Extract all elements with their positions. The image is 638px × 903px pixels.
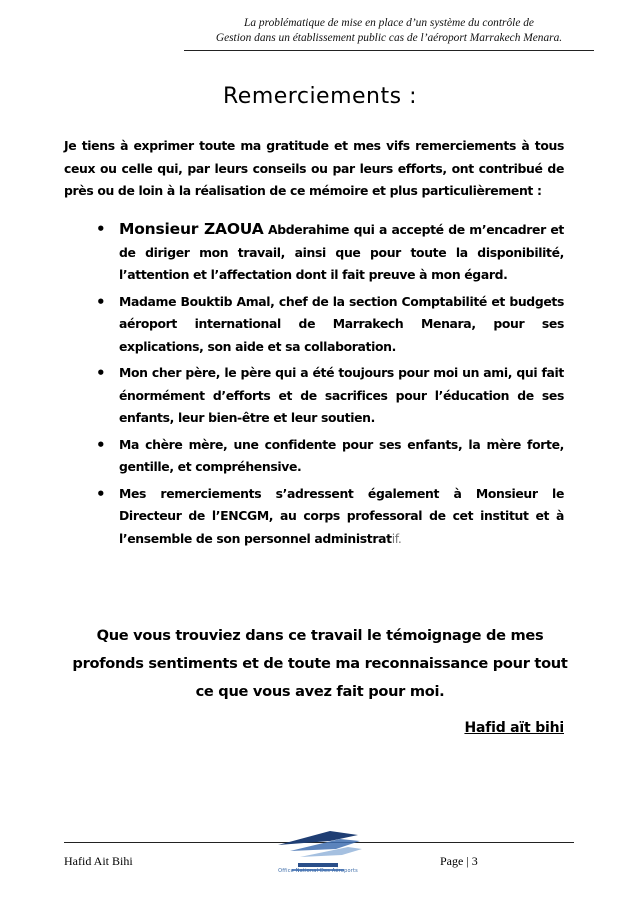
bullet-icon: • xyxy=(96,220,106,238)
header-line-2: Gestion dans un établissement public cas de l’aéroport Marrakech Menara. xyxy=(215,32,563,44)
bullet-icon: • xyxy=(96,484,106,503)
bullet-icon: • xyxy=(96,435,106,454)
ack-text: Ma chère mère, une confidente pour ses enfants, la mère forte, gentille, et compréhensive. xyxy=(119,436,564,474)
list-item xyxy=(96,434,564,479)
logo-caption: Office National Des Aéroports xyxy=(278,868,358,874)
list-item xyxy=(96,483,564,551)
page-title: Remerciements : xyxy=(222,84,417,109)
list-item xyxy=(96,291,564,359)
ack-text: Madame Bouktib Amal, chef de la section Comptabilité et budgets aéroport international de Marrakech Menara, pour ses explications, son aide et sa collaboration. xyxy=(119,293,564,354)
bullet-icon: • xyxy=(96,364,106,382)
signature: Hafid aït bihi xyxy=(464,720,564,736)
closing-paragraph: Que vous trouviez dans ce travail le témoignage de mes profonds sentiments et de toute ma reconnaissance pour tout ce que vous avez fait pour moi. xyxy=(72,627,568,700)
header-line-1: La problématique de mise en place d’un système du contrôle de xyxy=(244,17,534,29)
list-item xyxy=(96,218,564,287)
list-item xyxy=(96,362,564,430)
ack-lead: Monsieur ZAOUA xyxy=(119,220,264,238)
bullet-icon: • xyxy=(96,292,106,311)
running-header xyxy=(180,16,598,46)
ack-text: Abderahime qui a accepté de m’encadrer et de diriger mon travail, ainsi que pour toute la disponibilité, l’attention et l’affectation dont il fait preuve à mon égard. xyxy=(119,222,564,282)
airport-logo-icon xyxy=(270,823,366,883)
footer-page-number: Page | 3 xyxy=(440,854,478,868)
ack-tail: if. xyxy=(391,530,402,546)
ack-text: Mon cher père, le père qui a été toujours pour moi un ami, qui fait énormément d’efforts et de sacrifices pour l’éducation de ses enfants, leur bien-être et leur soutien. xyxy=(119,365,564,425)
intro-paragraph: Je tiens à exprimer toute ma gratitude et mes vifs remerciements à tous ceux ou celle qui, par leurs conseils ou par leurs efforts, ont contribué de près ou de loin à la réalisation de ce mémoire et plus particulièrement : xyxy=(64,138,564,198)
header-divider xyxy=(184,50,594,51)
ack-text: Mes remerciements s’adressent également à Monsieur le Directeur de l’ENCGM, au corps professoral de cet institut et à l’ensemble de son personnel administrat xyxy=(119,485,564,546)
footer-author: Hafid Ait Bihi xyxy=(64,854,133,868)
acknowledgements-list xyxy=(96,218,564,554)
